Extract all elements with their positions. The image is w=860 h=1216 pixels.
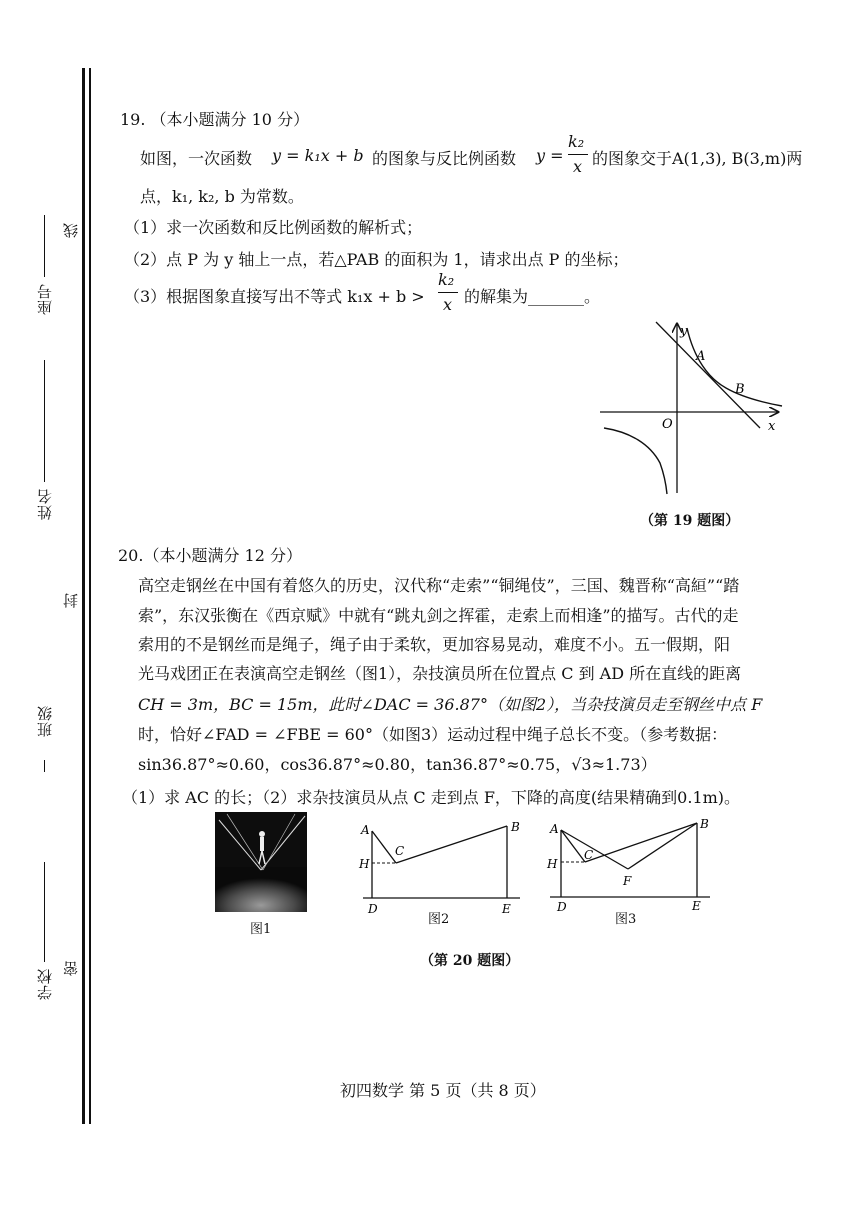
q20-fig1-photo [215, 812, 307, 912]
q19-part2: （2）点 P 为 y 轴上一点，若△PAB 的面积为 1，请求出点 P 的坐标； [124, 250, 629, 269]
q19-label-b: B [735, 382, 745, 397]
q20-fig2-label-e: E [502, 902, 511, 916]
q20-text-line-8: （1）求 AC 的长；（2）求杂技演员从点 C 走到点 F，下降的高度(结果精确到0.1m)。 [122, 788, 741, 807]
q19-intro-line2: 点，k₁, k₂, b 为常数。 [140, 187, 304, 206]
q20-fig2 [355, 818, 525, 918]
q20-fig2-label: 图2 [428, 912, 450, 927]
q20-fig2-label-b: B [511, 820, 520, 834]
xian-mark: 线 [62, 222, 80, 238]
q20-fig3-label-c: C [584, 848, 594, 862]
q20-fig2-label-a: A [361, 823, 370, 837]
feng-mark: 封 [62, 592, 80, 608]
q20-fig2-label-c: C [395, 844, 405, 858]
q20-text-line-2: 索”，东汉张衡在《西京赋》中就有“跳丸剑之挥霍，走索上而相逢”的描写。古代的走 [138, 606, 739, 625]
q19-intro-c: 的图象交于A(1,3), B(3,m)两 [592, 149, 803, 168]
q19-part3-a: （3）根据图象直接写出不等式 k₁x + b > [124, 287, 425, 306]
q19-caption: （第 19 题图） [640, 513, 740, 529]
q19-part3-frac-den: x [443, 295, 453, 314]
question-19 [0, 0, 860, 540]
q19-func2-lhs: y = [536, 146, 564, 165]
q19-graph [590, 318, 790, 498]
q19-part3-frac-bar [438, 292, 458, 293]
q20-fig3-label-b: B [700, 817, 709, 831]
school-label: 学校 [36, 968, 54, 1000]
q20-text-line-5: CH = 3m，BC = 15m，此时∠DAC = 36.87°（如图2），当杂技演员走至钢丝中点 F [138, 695, 763, 714]
q20-text-line-7: sin36.87°≈0.60，cos36.87°≈0.80，tan36.87°≈0.75，√3≈1.73） [138, 755, 657, 774]
q20-caption: （第 20 题图） [420, 953, 520, 969]
q20-fig3-label: 图3 [615, 912, 637, 927]
q19-intro-a: 如图，一次函数 [140, 149, 253, 168]
q20-fig3-label-e: E [692, 899, 701, 913]
q20-heading: 20.（本小题满分 12 分） [118, 546, 302, 565]
q20-fig3-label-f: F [623, 874, 632, 888]
q20-fig2-label-d: D [368, 902, 378, 916]
name-label: 姓名 [36, 488, 54, 520]
q20-fig3 [542, 815, 717, 915]
page-footer: 初四数学 第 5 页（共 8 页） [340, 1081, 546, 1100]
q20-text-line-4: 光马戏团正在表演高空走钢丝（图1），杂技演员所在位置点 C 到 AD 所在直线的距离 [138, 664, 742, 683]
q19-label-x: x [768, 419, 776, 434]
seat-label: 座号 [36, 283, 54, 315]
q20-text-line-1: 高空走钢丝在中国有着悠久的历史，汉代称“走索”“铜绳伎”，三国、魏晋称“高絙”“踏 [138, 576, 740, 595]
q19-label-a: A [696, 349, 706, 364]
mi-mark: 密 [62, 960, 80, 976]
q19-frac-num: k₂ [568, 132, 585, 151]
q20-fig1-label: 图1 [250, 922, 272, 937]
q19-func1: y = k₁x + b [272, 146, 364, 165]
q19-part3-frac-num: k₂ [438, 270, 455, 289]
q20-fig3-label-a: A [550, 822, 559, 836]
q19-frac-bar [568, 154, 588, 155]
q20-text-line-6: 时，恰好∠FAD = ∠FBE = 60°（如图3）运动过程中绳子总长不变。（参考数据： [138, 725, 728, 744]
q19-hyperbola-q3 [604, 428, 667, 494]
q19-label-y: y [680, 324, 688, 339]
q19-label-o: O [662, 417, 673, 432]
q19-part1: （1）求一次函数和反比例函数的解析式； [124, 218, 423, 237]
q20-fig2-label-h: H [359, 857, 370, 871]
class-label: 班级 [36, 705, 54, 737]
q19-intro-b: 的图象与反比例函数 [372, 149, 517, 168]
q20-text-line-3: 索用的不是钢丝而是绳子，绳子由于柔软，更加容易晃动，难度不小。五一假期，阳 [138, 635, 731, 654]
q19-frac-den: x [573, 157, 583, 176]
q19-part3-b: 的解集为_______。 [464, 287, 601, 306]
q20-fig3-label-h: H [547, 857, 558, 871]
q20-fig3-label-d: D [557, 900, 567, 914]
q19-heading: 19. （本小题满分 10 分） [120, 110, 310, 129]
